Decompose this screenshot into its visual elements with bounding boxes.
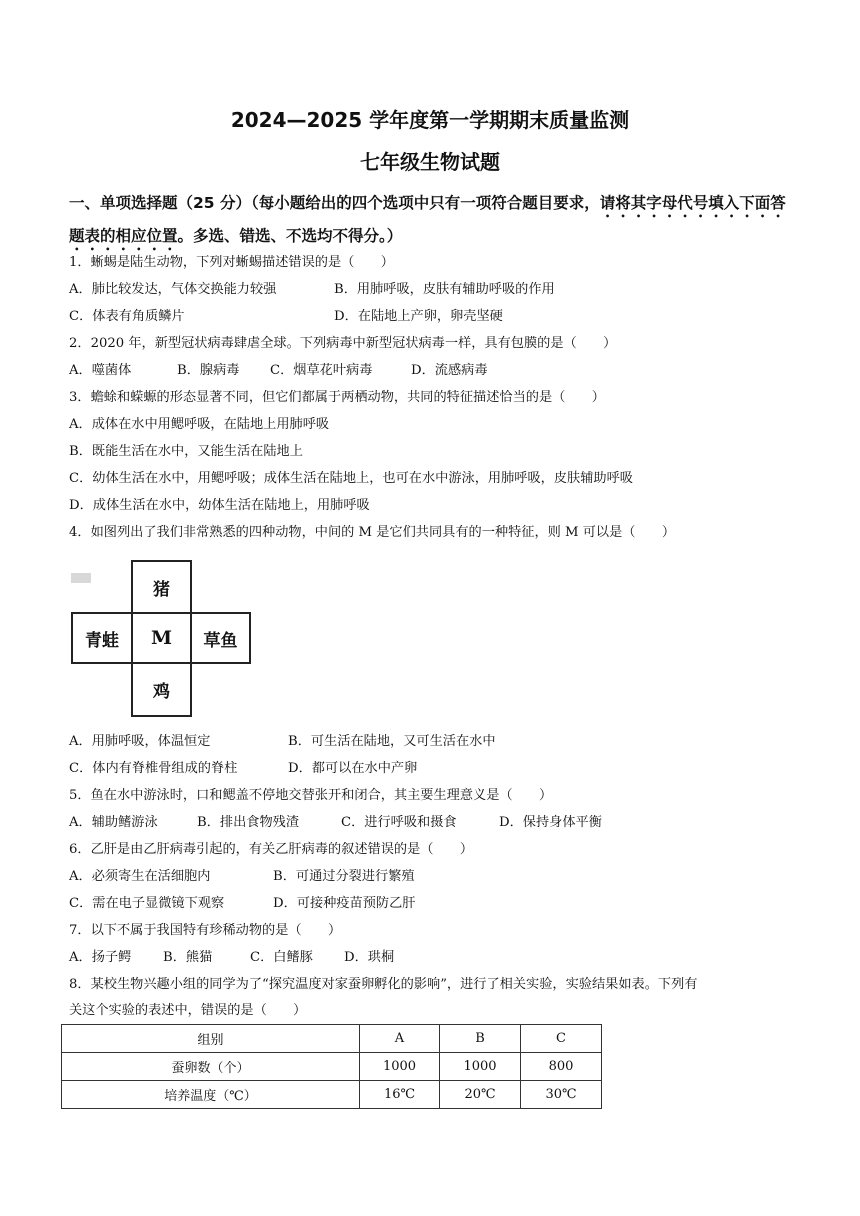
question-2-option-a: A．噬菌体 (69, 363, 132, 378)
table-header-cell: B (440, 1025, 521, 1053)
question-5-stem: 5．鱼在水中游泳时，口和鳃盖不停地交替张开和闭合，其主要生理意义是（ ） (69, 788, 553, 803)
table-header-cell: C (521, 1025, 602, 1053)
question-3-option-c: C．幼体生活在水中，用鳃呼吸；成体生活在陆地上，也可在水中游泳，用肺呼吸，皮肤辅助呼吸 (69, 471, 633, 486)
question-7-option-c: C．白鳍豚 (250, 950, 313, 965)
table-cell: 蚕卵数（个） (62, 1053, 360, 1081)
question-3-stem: 3．蟾蜍和蝾螈的形态显著不同，但它们都属于两栖动物，共同的特征描述恰当的是（ ） (69, 390, 605, 405)
figure-cell-top: 猪 (131, 560, 192, 614)
section-heading-part2: 。多选、错选、不选均不得分。） (177, 227, 403, 245)
question-4-option-b: B．可生活在陆地，又可生活在水中 (288, 734, 496, 749)
question-2-option-d: D．流感病毒 (411, 363, 488, 378)
question-6-stem: 6．乙肝是由乙肝病毒引起的，有关乙肝病毒的叙述错误的是（ ） (69, 842, 474, 857)
question-7-option-d: D．珙桐 (344, 950, 395, 965)
question-2-option-b: B．腺病毒 (177, 363, 240, 378)
question-6-option-a: A．必须寄生在活细胞内 (69, 869, 211, 884)
table-cell: 30℃ (521, 1081, 602, 1109)
question-6-option-c: C．需在电子显微镜下观察 (69, 896, 225, 911)
table-cell: 800 (521, 1053, 602, 1081)
question-6-option-b: B．可通过分裂进行繁殖 (273, 869, 415, 884)
question-7-option-a: A．扬子鳄 (69, 950, 132, 965)
question-1-option-d: D．在陆地上产卵，卵壳坚硬 (334, 309, 503, 324)
table-cell: 培养温度（℃） (62, 1081, 360, 1109)
question-7-stem: 7．以下不属于我国特有珍稀动物的是（ ） (69, 923, 342, 938)
section-heading-part1: 一、单项选择题（25 分）（每小题给出的四个选项中只有一项符合题目要求， (69, 194, 600, 212)
question-5-option-c: C．进行呼吸和摄食 (341, 815, 457, 830)
question-3-option-d: D．成体生活在水中，幼体生活在陆地上，用肺呼吸 (69, 498, 370, 513)
question-7-option-b: B．熊猫 (163, 950, 213, 965)
table-cell: 20℃ (440, 1081, 521, 1109)
question-3-option-b: B．既能生活在水中，又能生活在陆地上 (69, 444, 303, 459)
blurred-mark (71, 573, 91, 583)
question-4-option-a: A．用肺呼吸，体温恒定 (69, 734, 211, 749)
question-1-stem: 1．蜥蜴是陆生动物，下列对蜥蜴描述错误的是（ ） (69, 255, 394, 270)
question-1-option-a: A．肺比较发达，气体交换能力较强 (69, 282, 277, 297)
question-4-option-c: C．体内有脊椎骨组成的脊柱 (69, 761, 238, 776)
question-8-stem-line2: 关这个实验的表述中，错误的是（ ） (69, 1003, 307, 1018)
table-header-row (62, 1025, 602, 1053)
exam-title: 2024—2025 学年度第一学期期末质量监测 (230, 108, 630, 132)
question-3-option-a: A．成体在水中用鳃呼吸，在陆地上用肺呼吸 (69, 417, 330, 432)
figure-cell-left: 青蛙 (71, 612, 133, 664)
question-5-option-d: D．保持身体平衡 (499, 815, 602, 830)
question-1-option-c: C．体表有角质鳞片 (69, 309, 185, 324)
question-5-option-b: B．排出食物残渣 (197, 815, 300, 830)
question-2-stem: 2．2020 年，新型冠状病毒肆虐全球。下列病毒中新型冠状病毒一样，具有包膜的是（ ） (69, 336, 617, 351)
table-cell: 1000 (440, 1053, 521, 1081)
exam-subtitle: 七年级生物试题 (360, 150, 500, 174)
table-header-cell: A (360, 1025, 440, 1053)
question-2-option-c: C．烟草花叶病毒 (270, 363, 373, 378)
results-table (61, 1024, 602, 1109)
section-heading-emphasis: 请将其字母代号填入下面答题表的相应位置 (69, 194, 786, 245)
figure-cell-bottom: 鸡 (131, 662, 192, 717)
question-6-option-d: D．可接种疫苗预防乙肝 (273, 896, 416, 911)
question-8-stem-line1: 8．某校生物兴趣小组的同学为了“探究温度对家蚕卵孵化的影响”，进行了相关实验，实验结果如表。下列有 (69, 977, 698, 992)
question-4-stem: 4．如图列出了我们非常熟悉的四种动物，中间的 M 是它们共同具有的一种特征，则 M 可以是（ ） (69, 525, 676, 540)
table-cell: 16℃ (360, 1081, 440, 1109)
table-header-cell: 组别 (62, 1025, 360, 1053)
figure-cell-right: 草鱼 (190, 612, 251, 664)
question-1-option-b: B．用肺呼吸，皮肤有辅助呼吸的作用 (334, 282, 555, 297)
figure-cell-center: M (131, 612, 192, 664)
table-row (62, 1053, 602, 1081)
table-row (62, 1081, 602, 1109)
question-5-option-a: A．辅助鳍游泳 (69, 815, 158, 830)
question-4-option-d: D．都可以在水中产卵 (288, 761, 418, 776)
table-cell: 1000 (360, 1053, 440, 1081)
section-heading (69, 188, 799, 254)
